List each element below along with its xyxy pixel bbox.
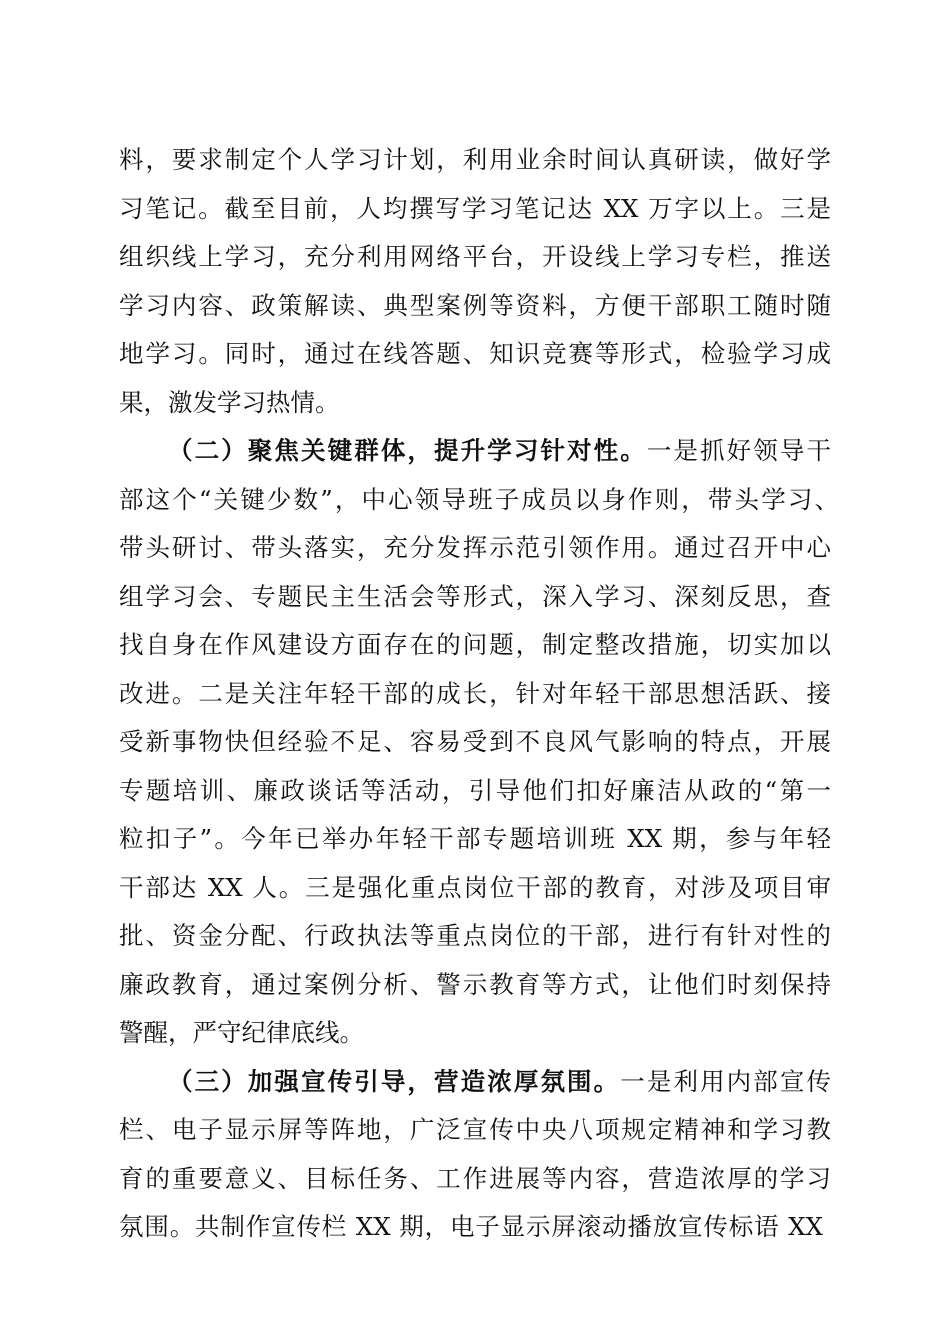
text-line: 组学习会、专题民主生活会等形式，深入学习、深刻反思，查	[119, 581, 831, 611]
text-line: 习笔记。截至目前，人均撰写学习笔记达 XX 万字以上。三是	[119, 193, 831, 223]
body-text	[119, 136, 839, 1252]
section-heading: （二）聚焦关键群体，提升学习针对性。	[168, 436, 647, 465]
text-line: 警醒，严守纪律底线。	[119, 1018, 364, 1047]
text-line: 学习内容、政策解读、典型案例等资料，方便干部职工随时随	[119, 290, 831, 320]
text-line: 地学习。同时，通过在线答题、知识竞赛等形式，检验学习成	[119, 339, 831, 368]
text-line: 育的重要意义、目标任务、工作进展等内容，营造浓厚的学习	[119, 1163, 831, 1193]
text-line: 找自身在作风建设方面存在的问题，制定整改措施，切实加以	[119, 630, 831, 659]
text-line: 栏、电子显示屏等阵地，广泛宣传中央八项规定精神和学习教	[119, 1115, 831, 1144]
text-line: 专题培训、廉政谈话等活动，引导他们扣好廉洁从政的“第一	[119, 775, 831, 805]
text-line: 组织线上学习，充分利用网络平台，开设线上学习专栏，推送	[119, 242, 831, 271]
text-line: 料，要求制定个人学习计划，利用业余时间认真研读，做好学	[119, 145, 831, 174]
text-line: 部这个“关键少数”，中心领导班子成员以身作则，带头学习、	[119, 484, 839, 514]
section-heading: （三）加强宣传引导，营造浓厚氛围。	[168, 1066, 621, 1096]
text-line: 粒扣子”。今年已举办年轻干部专题培训班 XX 期，参与年轻	[119, 824, 831, 853]
text-line: 批、资金分配、行政执法等重点岗位的干部，进行有针对性的	[119, 921, 831, 950]
text-line: 廉政教育，通过案例分析、警示教育等方式，让他们时刻保持	[119, 969, 831, 999]
text-line: 改进。二是关注年轻干部的成长，针对年轻干部思想活跃、接	[119, 678, 831, 708]
text-line: 干部达 XX 人。三是强化重点岗位干部的教育，对涉及项目审	[119, 872, 831, 902]
text-line: 果，激发学习热情。	[119, 387, 340, 417]
text-line: 氛围。共制作宣传栏 XX 期，电子显示屏滚动播放宣传标语 XX	[119, 1212, 823, 1241]
section-heading-line: （三）加强宣传引导，营造浓厚氛围。一是利用内部宣传	[168, 1066, 831, 1096]
text-line: 受新事物快但经验不足、容易受到不良风气影响的特点，开展	[119, 727, 831, 756]
text-line: 带头研讨、带头落实，充分发挥示范引领作用。通过召开中心	[119, 533, 831, 562]
section-heading-line: （二）聚焦关键群体，提升学习针对性。一是抓好领导干	[168, 436, 831, 465]
